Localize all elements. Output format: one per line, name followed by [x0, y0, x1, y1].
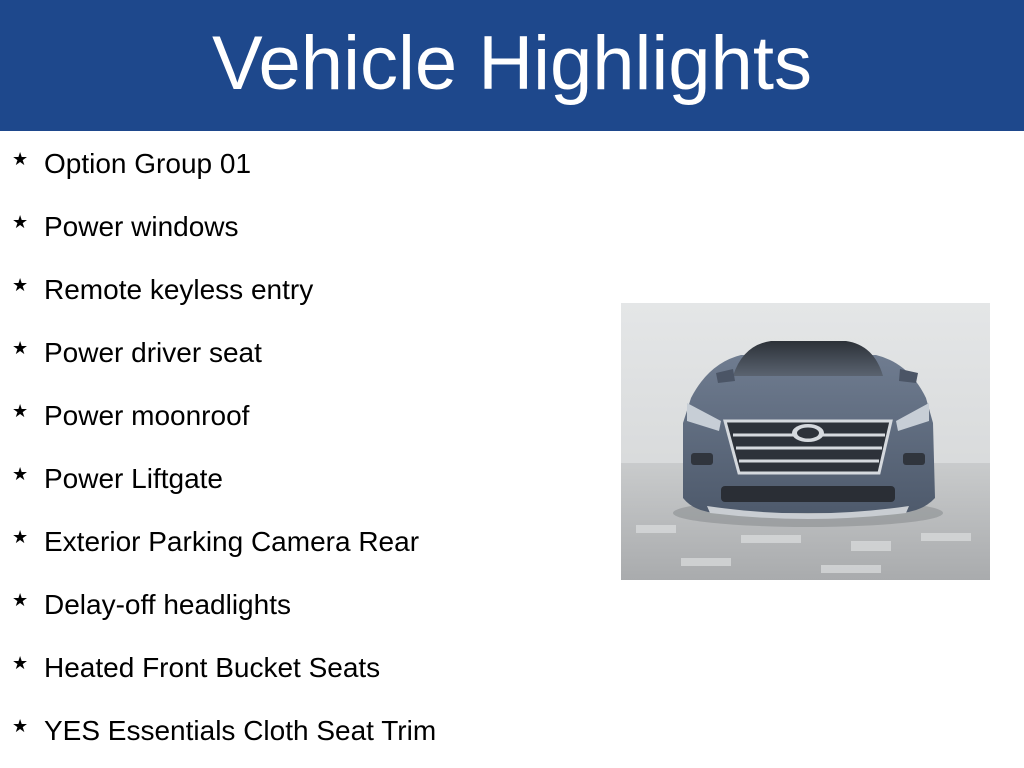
star-icon: ★	[12, 716, 29, 737]
feature-item	[0, 636, 600, 699]
feature-label: Option Group 01	[44, 148, 252, 179]
star-icon: ★	[12, 338, 29, 359]
feature-label: Power moonroof	[44, 400, 250, 431]
feature-item	[0, 510, 600, 573]
feature-label: Power windows	[44, 211, 239, 242]
feature-item	[0, 258, 600, 321]
star-icon: ★	[12, 653, 29, 674]
feature-item	[0, 132, 600, 195]
feature-item	[0, 573, 600, 636]
vehicle-photo	[621, 303, 990, 580]
star-icon: ★	[12, 212, 29, 233]
feature-list	[0, 132, 600, 762]
feature-label: YES Essentials Cloth Seat Trim	[44, 715, 437, 746]
feature-item	[0, 195, 600, 258]
star-icon: ★	[12, 275, 29, 296]
star-icon: ★	[12, 527, 29, 548]
feature-item	[0, 384, 600, 447]
feature-item	[0, 321, 600, 384]
feature-item	[0, 447, 600, 510]
page-title: Vehicle Highlights	[212, 21, 812, 106]
feature-label: Delay-off headlights	[44, 589, 291, 620]
feature-label: Remote keyless entry	[44, 274, 314, 305]
star-icon: ★	[12, 464, 29, 485]
star-icon: ★	[12, 401, 29, 422]
star-icon: ★	[12, 149, 29, 170]
star-icon: ★	[12, 590, 29, 611]
feature-item	[0, 699, 600, 762]
header-banner	[0, 0, 1024, 131]
feature-label: Exterior Parking Camera Rear	[44, 526, 420, 557]
feature-label: Power Liftgate	[44, 463, 223, 494]
feature-label: Heated Front Bucket Seats	[44, 652, 381, 683]
feature-label: Power driver seat	[44, 337, 262, 368]
